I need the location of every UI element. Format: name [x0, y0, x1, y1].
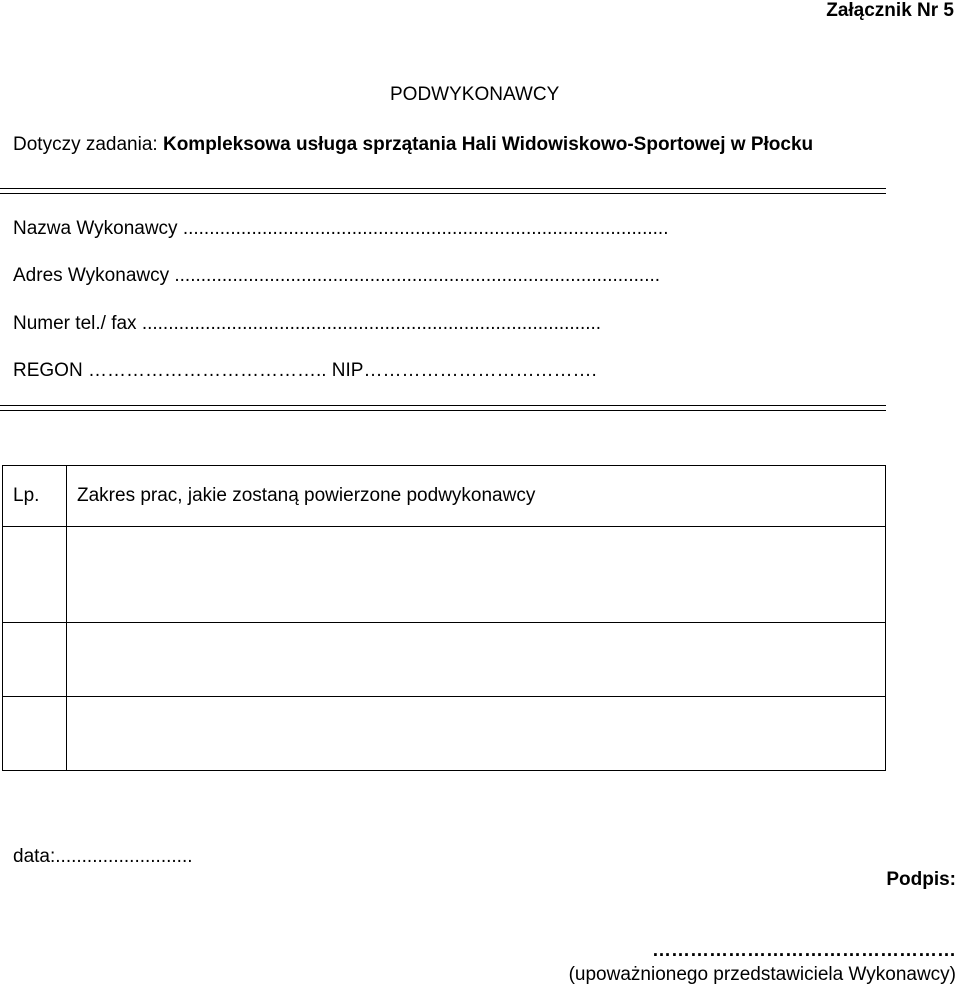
contractor-phone-field: Numer tel./ fax .......................................................................................: [13, 313, 602, 334]
subcontract-scope-table: [2, 465, 886, 771]
signature-label: Podpis:: [886, 869, 956, 890]
top-divider: [0, 188, 886, 194]
contractor-name-field: Nazwa Wykonawcy ............................................................................................: [13, 218, 669, 239]
annex-number: Załącznik Nr 5: [826, 0, 954, 21]
column-header-lp: Lp.: [3, 466, 67, 527]
table-cell-scope: [67, 527, 886, 623]
table-cell-scope: [67, 623, 886, 697]
column-header-scope: Zakres prac, jakie zostaną powierzone podwykonawcy: [67, 466, 886, 527]
table-cell-scope: [67, 697, 886, 771]
representative-caption: (upoważnionego przedstawiciela Wykonawcy): [568, 964, 956, 985]
page-title: PODWYKONAWCY: [390, 84, 560, 105]
table-row: [3, 527, 886, 623]
contractor-address-field: Adres Wykonawcy ............................................................................................: [13, 265, 661, 286]
table-cell-lp: [3, 527, 67, 623]
table-row: [3, 623, 886, 697]
task-subject-name: Kompleksowa usługa sprzątania Hali Widowiskowo-Sportowej w Płocku: [162, 134, 814, 155]
table-header-row: [3, 466, 886, 527]
task-subject: [13, 134, 813, 156]
table-cell-lp: [3, 623, 67, 697]
bottom-divider: [0, 405, 886, 411]
task-subject-prefix: Dotyczy zadania:: [13, 134, 163, 155]
regon-nip-field: REGON ……………………………….. NIP……………………………….: [13, 360, 597, 381]
table-row: [3, 697, 886, 771]
table-cell-lp: [3, 697, 67, 771]
date-field: data:..........................: [13, 846, 193, 867]
signature-line: …………………………………………: [652, 940, 956, 961]
